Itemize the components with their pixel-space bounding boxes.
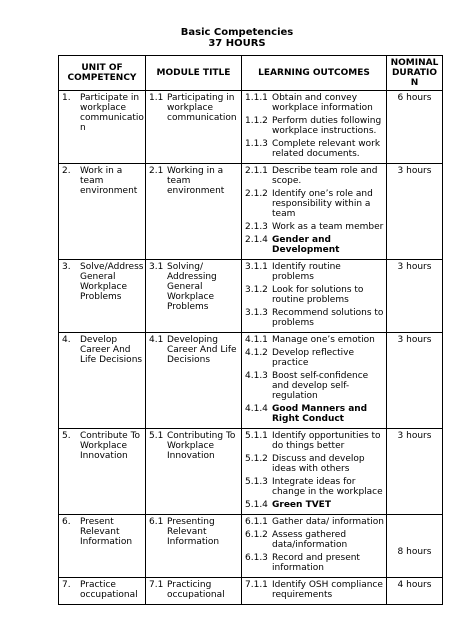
duration-cell	[387, 429, 443, 515]
module-cell	[146, 429, 242, 515]
outcome-number: 7.1.1	[245, 580, 268, 590]
outcome-number: 2.1.2	[245, 189, 268, 199]
unit-cell	[59, 91, 146, 164]
outcome-number: 3.1.3	[245, 308, 268, 318]
outcome-number: 6.1.1	[245, 517, 268, 527]
outcome-number: 1.1.2	[245, 116, 268, 126]
unit-cell	[59, 429, 146, 515]
module-cell-text: Contributing To Workplace Innovation	[167, 431, 236, 461]
outcome-text: Identify routine problems	[272, 262, 341, 282]
module-cell-number: 3.1	[149, 262, 164, 272]
outcome-text: Identify one’s role and responsibility within a team	[272, 189, 373, 219]
module-cell	[146, 164, 242, 260]
duration-cell	[387, 91, 443, 164]
learning-outcome	[242, 283, 386, 306]
unit-cell-number: 1.	[62, 93, 71, 103]
duration-value: 3 hours	[397, 431, 432, 441]
module-cell-number: 7.1	[149, 580, 164, 590]
outcome-text: Discuss and develop ideas with others	[272, 454, 365, 474]
header-module: MODULE TITLE	[146, 56, 242, 91]
outcome-number: 4.1.2	[245, 348, 268, 358]
outcome-number: 4.1.3	[245, 371, 268, 381]
learning-outcome	[242, 137, 386, 160]
outcome-text: Assess gathered data/information	[272, 530, 348, 550]
outcome-number: 2.1.3	[245, 222, 268, 232]
unit-cell	[59, 164, 146, 260]
outcomes-cell	[242, 164, 387, 260]
unit-cell-number: 6.	[62, 517, 71, 527]
duration-value: 3 hours	[397, 166, 432, 176]
unit-cell-text: Work in a team environment	[80, 166, 138, 196]
learning-outcome	[242, 429, 386, 452]
module-cell-text: Practicing occupational	[167, 580, 225, 600]
outcome-text: Integrate ideas for change in the workplace	[272, 477, 383, 497]
learning-outcome	[242, 578, 386, 601]
outcome-text: Identify OSH compliance requirements	[272, 580, 383, 600]
outcome-number: 5.1.1	[245, 431, 268, 441]
outcome-number: 2.1.1	[245, 166, 268, 176]
table-row	[59, 164, 443, 260]
table-body	[59, 91, 443, 605]
outcomes-cell	[242, 578, 387, 605]
document-title: Basic Competencies	[180, 27, 294, 38]
learning-outcome	[242, 402, 386, 425]
cell-spacer	[242, 601, 386, 604]
duration-value: 6 hours	[397, 93, 432, 103]
total-hours: 37 HOURS	[208, 38, 266, 49]
table-row	[59, 91, 443, 164]
duration-cell	[387, 578, 443, 605]
table-row	[59, 260, 443, 333]
duration-cell	[387, 260, 443, 333]
learning-outcome	[242, 528, 386, 551]
outcome-number: 5.1.4	[245, 500, 268, 510]
outcomes-cell	[242, 515, 387, 578]
learning-outcome	[242, 306, 386, 329]
outcome-text: Describe team role and scope.	[272, 166, 378, 186]
outcomes-cell	[242, 429, 387, 515]
outcomes-cell	[242, 91, 387, 164]
outcomes-cell	[242, 260, 387, 333]
outcome-number: 4.1.1	[245, 335, 268, 345]
outcome-text: Obtain and convey workplace information	[272, 93, 373, 113]
learning-outcome	[242, 333, 386, 346]
header-unit: UNIT OF COMPETENCY	[59, 56, 146, 91]
outcome-text: Perform duties following workplace instructions.	[272, 116, 382, 136]
learning-outcome	[242, 498, 386, 511]
outcome-text: Gather data/ information	[272, 517, 384, 527]
header-row	[59, 56, 443, 91]
unit-cell-text: Solve/Address General Workplace Problems	[80, 262, 144, 302]
module-cell	[146, 515, 242, 578]
outcome-number: 3.1.1	[245, 262, 268, 272]
outcome-text: Identify opportunities to do things better	[272, 431, 381, 451]
table-row	[59, 515, 443, 578]
duration-cell	[387, 164, 443, 260]
unit-cell	[59, 515, 146, 578]
learning-outcome	[242, 114, 386, 137]
learning-outcome	[242, 346, 386, 369]
unit-cell	[59, 260, 146, 333]
outcome-number: 6.1.3	[245, 553, 268, 563]
module-cell	[146, 91, 242, 164]
header-outcomes: LEARNING OUTCOMES	[242, 56, 387, 91]
outcome-text: Boost self-confidence and develop self-regulation	[272, 371, 369, 401]
outcome-number: 6.1.2	[245, 530, 268, 540]
module-cell-number: 2.1	[149, 166, 164, 176]
outcome-text: Good Manners and Right Conduct	[272, 404, 368, 424]
learning-outcome	[242, 260, 386, 283]
outcome-text: Gender and Development	[272, 235, 340, 255]
outcome-text: Work as a team member	[272, 222, 384, 232]
module-cell-number: 4.1	[149, 335, 164, 345]
outcome-number: 4.1.4	[245, 404, 268, 414]
learning-outcome	[242, 233, 386, 256]
outcome-number: 5.1.2	[245, 454, 268, 464]
duration-cell	[387, 333, 443, 429]
table-row	[59, 578, 443, 605]
learning-outcome	[242, 515, 386, 528]
duration-value: 4 hours	[397, 580, 432, 590]
unit-cell-text: Participate in workplace communicatio n	[80, 93, 144, 133]
unit-cell-number: 4.	[62, 335, 71, 345]
unit-cell-number: 2.	[62, 166, 71, 176]
module-cell	[146, 333, 242, 429]
header-duration: NOMINAL DURATIO N	[387, 56, 443, 91]
module-cell-number: 1.1	[149, 93, 164, 103]
outcome-text: Record and present information	[272, 553, 360, 573]
module-cell-text: Developing Career And Life Decisions	[167, 335, 237, 365]
module-cell	[146, 260, 242, 333]
outcome-text: Develop reflective practice	[272, 348, 354, 368]
table-row	[59, 429, 443, 515]
table-row	[59, 333, 443, 429]
duration-cell	[387, 515, 443, 578]
learning-outcome	[242, 91, 386, 114]
module-cell-text: Solving/ Addressing General Workplace Problems	[167, 262, 217, 312]
outcome-text: Manage one’s emotion	[272, 335, 375, 345]
outcome-number: 1.1.3	[245, 139, 268, 149]
unit-cell	[59, 578, 146, 605]
learning-outcome	[242, 220, 386, 233]
unit-cell-text: Practice occupational	[80, 580, 138, 600]
outcome-number: 2.1.4	[245, 235, 268, 245]
module-cell-text: Participating in workplace communication	[167, 93, 237, 123]
unit-cell-text: Develop Career And Life Decisions	[80, 335, 143, 365]
outcome-text: Recommend solutions to problems	[272, 308, 384, 328]
module-cell-text: Working in a team environment	[167, 166, 225, 196]
learning-outcome	[242, 369, 386, 402]
learning-outcome	[242, 187, 386, 220]
unit-cell-number: 7.	[62, 580, 71, 590]
module-cell-number: 6.1	[149, 517, 164, 527]
outcomes-cell	[242, 333, 387, 429]
learning-outcome	[242, 475, 386, 498]
learning-outcome	[242, 164, 386, 187]
outcome-number: 3.1.2	[245, 285, 268, 295]
module-cell	[146, 578, 242, 605]
outcome-number: 5.1.3	[245, 477, 268, 487]
learning-outcome	[242, 452, 386, 475]
module-cell-text: Presenting Relevant Information	[167, 517, 220, 547]
unit-cell-number: 5.	[62, 431, 71, 441]
outcome-text: Look for solutions to routine problems	[272, 285, 364, 305]
competency-table	[58, 55, 443, 605]
duration-value: 3 hours	[397, 335, 432, 345]
unit-cell-number: 3.	[62, 262, 71, 272]
unit-cell-text: Contribute To Workplace Innovation	[80, 431, 141, 461]
learning-outcome	[242, 551, 386, 574]
outcome-text: Green TVET	[272, 500, 331, 510]
duration-value: 3 hours	[397, 262, 432, 272]
unit-cell-text: Present Relevant Information	[80, 517, 133, 547]
duration-value: 8 hours	[397, 547, 432, 557]
unit-cell	[59, 333, 146, 429]
outcome-number: 1.1.1	[245, 93, 268, 103]
module-cell-number: 5.1	[149, 431, 164, 441]
outcome-text: Complete relevant work related documents.	[272, 139, 381, 159]
